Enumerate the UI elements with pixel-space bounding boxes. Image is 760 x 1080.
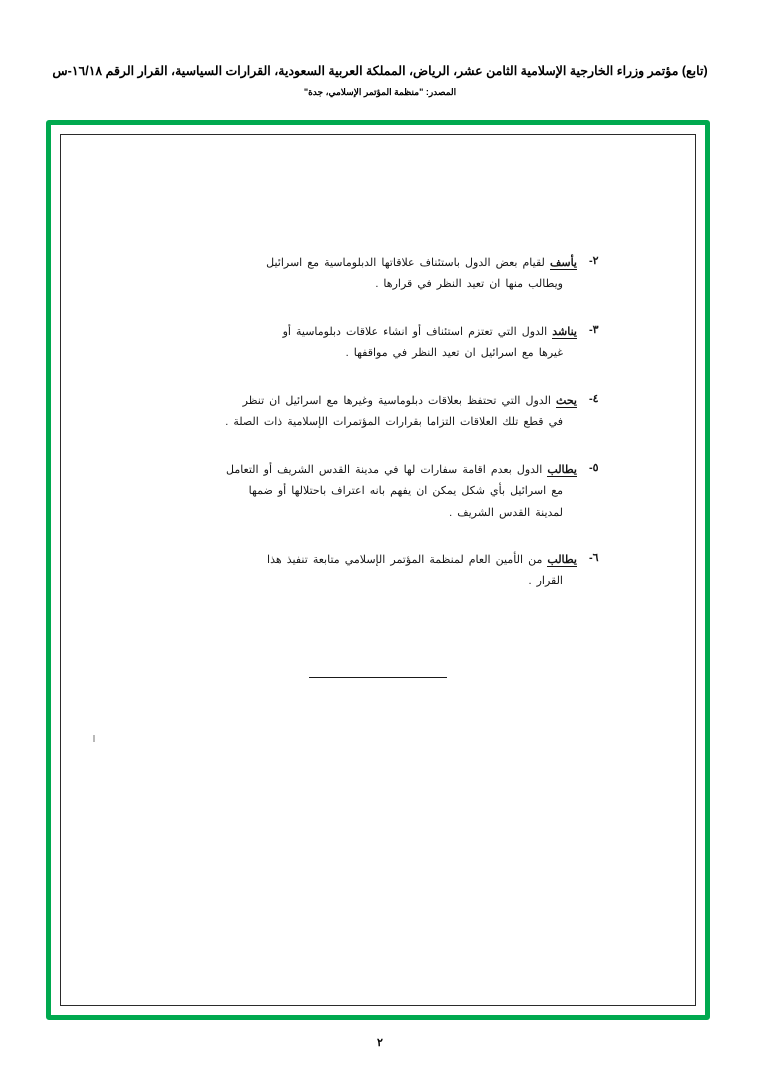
clause-line-text: مع اسرائيل بأي شكل يمكن ان يفهم بانه اعتراف باحتلالها أو ضمها [248, 485, 563, 498]
horizontal-rule [309, 677, 447, 678]
clause-line-text: لقيام بعض الدول باستئناف علاقاتها الدبلوماسية مع اسرائيل [266, 257, 545, 269]
clause-text [133, 253, 577, 296]
clause-line-text: لمدينة القدس الشريف . [449, 506, 563, 519]
clause-number: ٢- [589, 255, 599, 267]
clause-line-text: ويطالب منها ان تعيد النظر في قرارها . [375, 278, 563, 291]
scanned-page-frame [46, 120, 710, 1020]
clause-line-text: في قطع تلك العلاقات التزاما بقرارات المؤتمرات الإسلامية ذات الصلة . [225, 416, 563, 429]
document-header [28, 62, 732, 98]
clause-number: ٥- [589, 461, 599, 474]
clause-list [133, 253, 623, 619]
clause-number: ٣- [589, 323, 599, 336]
clause-text [133, 322, 577, 365]
list-item [133, 253, 623, 296]
clause-text [133, 391, 577, 434]
list-item [133, 322, 623, 365]
page-number: ٢ [377, 1037, 383, 1049]
scanned-page-border [60, 134, 696, 1006]
scan-artifact [93, 735, 95, 742]
clause-text [133, 460, 577, 524]
clause-lead-word: يناشد [552, 325, 577, 338]
clause-number: ٦- [589, 551, 599, 564]
clause-line-text: الدول بعدم اقامة سفارات لها في مدينة القدس الشريف أو التعامل [225, 463, 543, 476]
header-source: المصدر: "منظمة المؤتمر الإسلامي، جدة" [303, 86, 457, 97]
clause-text [133, 550, 577, 593]
list-item [133, 550, 623, 593]
clause-lead-word: يحث [556, 394, 577, 407]
clause-line-text: من الأمين العام لمنظمة المؤتمر الإسلامي متابعة تنفيذ هذا [267, 553, 543, 566]
clause-line-text: الدول التي تعتزم استئناف أو انشاء علاقات دبلوماسية أو [282, 325, 548, 338]
list-item [133, 460, 623, 524]
clause-line-text: الدول التي تحتفظ بعلاقات دبلوماسية وغيرها مع اسرائيل ان تنظر [242, 394, 551, 407]
header-title: (تابع) مؤتمر وزراء الخارجية الإسلامية الثامن عشر، الرياض، المملكة العربية السعودية، القرارات السياسية، القرار الرقم ١٦/١٨-س [52, 64, 708, 78]
list-item [133, 391, 623, 434]
clause-lead-word: يأسف [549, 257, 577, 269]
clause-number: ٤- [589, 392, 599, 405]
clause-lead-word: يطالب [547, 463, 577, 476]
clause-line-text: القرار . [528, 575, 563, 588]
clause-lead-word: يطالب [547, 553, 577, 566]
clause-line-text: غيرها مع اسرائيل ان تعيد النظر في مواقفها . [345, 347, 563, 360]
